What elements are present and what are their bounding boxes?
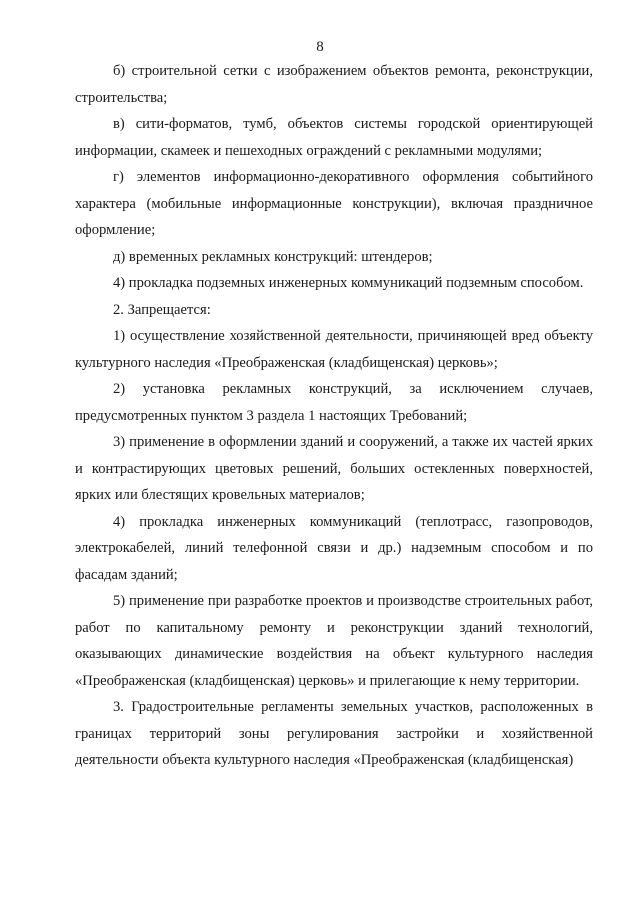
prohibition-item-4: 4) прокладка инженерных коммуникаций (теплотрасс, газопроводов, электрокабелей, линий телефонной связи и др.) надземным способом и по фасадам зданий; (75, 513, 593, 583)
paragraph-item-v: в) сити-форматов, тумб, объектов системы городской ориентирующей информации, скамеек и пешеходных ограждений с рекламными модулями; (75, 116, 593, 159)
paragraph-item-4: 4) прокладка подземных инженерных коммуникаций подземным способом. (113, 275, 584, 291)
paragraph-item-b: б) строительной сетки с изображением объектов ремонта, реконструкции, строительства; (75, 63, 593, 106)
prohibition-item-1: 1) осуществление хозяйственной деятельности, причиняющей вред объекту культурного наследия «Преображенская (кладбищенская) церковь»; (75, 328, 593, 371)
prohibition-item-5: 5) применение при разработке проектов и производстве строительных работ, работ по капитальному ремонту и реконструкции зданий технологий, оказывающих динамические воздействия на объект культурного наследия «Преображенская (кладбищенская) церковь» и прилегающие к нему территории. (75, 593, 593, 689)
paragraph-item-d: д) временных рекламных конструкций: штендеров; (113, 248, 433, 265)
section-2-heading: 2. Запрещается: (113, 301, 211, 318)
section-3-paragraph: 3. Градостроительные регламенты земельных участков, расположенных в границах территорий зоны регулирования застройки и хозяйственной деятельности объекта культурного наследия «Преображенская (кладбищенская) (75, 699, 593, 768)
document-body (75, 58, 593, 774)
prohibition-item-2: 2) установка рекламных конструкций, за исключением случаев, предусмотренных пунктом 3 раздела 1 настоящих Требований; (75, 381, 593, 424)
paragraph-item-g: г) элементов информационно-декоративного оформления событийного характера (мобильные информационные конструкции), включая праздничное оформление; (75, 169, 593, 238)
prohibition-item-3: 3) применение в оформлении зданий и сооружений, а также их частей ярких и контрастирующих цветовых решений, больших остекленных поверхностей, ярких или блестящих кровельных материалов; (75, 434, 593, 503)
page-number: 8 (316, 39, 324, 55)
